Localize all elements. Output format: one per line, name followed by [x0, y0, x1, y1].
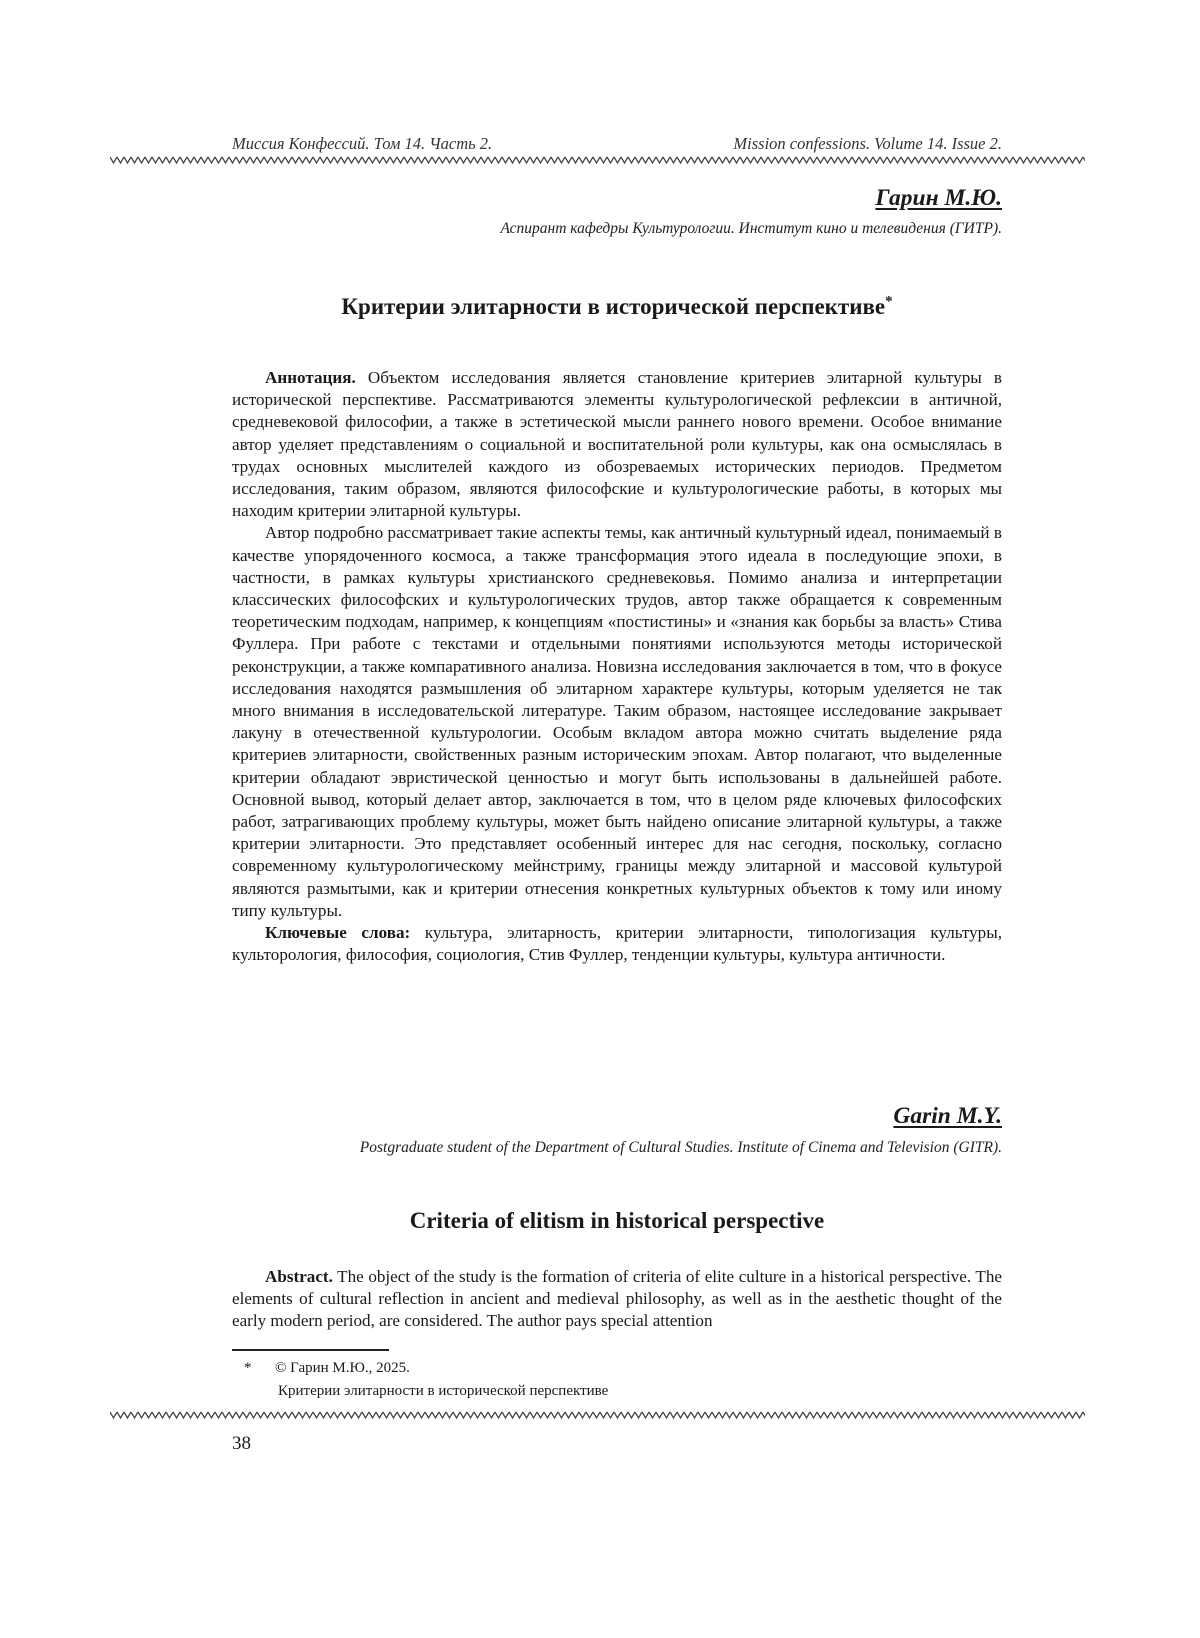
footnote-rule — [232, 1349, 389, 1351]
footnote-copyright-text: © Гарин М.Ю., 2025. — [275, 1360, 410, 1376]
abstract-ru — [232, 367, 1002, 966]
author-name-en: Garin M.Y. — [893, 1103, 1002, 1129]
abstract-label-ru: Аннотация. — [265, 368, 356, 387]
abstract-ru-text-1: Объектом исследования является становление критериев элитарной культуры в исторической перспективе. Рассматриваются элементы культурологической рефлексии в античной, средневековой философии, а также в эстетической мысли раннего нового времени. Особое внимание автор уделяет представлениям о социальной и воспитательной роли культуры, как она осмыслялась в трудах основных мыслителей каждого из обозреваемых исторических периодов. Предметом исследования, таким образом, являются философские и культурологические работы, в которых мы находим критерии элитарной культуры. — [232, 368, 1002, 521]
abstract-en — [232, 1266, 1002, 1333]
keywords-ru — [232, 922, 1002, 966]
title-ru-text: Критерии элитарности в исторической перспективе — [341, 294, 886, 319]
article-title-en: Criteria of elitism in historical perspective — [409, 1208, 825, 1233]
author-name-ru: Гарин М.Ю. — [875, 185, 1002, 211]
header-journal-ru: Миссия Конфессий. Том 14. Часть 2. — [232, 134, 493, 153]
author-affiliation-ru: Аспирант кафедры Культурологии. Институт кино и телевидения (ГИТР). — [500, 220, 1002, 237]
abstract-en-paragraph-1 — [232, 1266, 1002, 1333]
abstract-ru-paragraph-2: Автор подробно рассматривает такие аспекты темы, как античный культурный идеал, понимаемый в качестве упорядоченного космоса, а также трансформация этого идеала в последующие эпохи, в частности, в рамках культуры христианского средневековья. Помимо анализа и интерпретации классических философских и культурологических трудов, автор также обращается к современным теоретическим подходам, например, к концепциям «постистины» и «знания как борьбы за власть» Стива Фуллера. При работе с текстами и отдельными понятиями используются методы исторической реконструкции, а также компаративного анализа. Новизна исследования заключается в том, что в фокусе исследования находятся размышления об элитарном характере культуры, которым уделяется не так много внимания в исследовательской литературе. Таким образом, настоящее исследование закрывает лакуну в отечественной культурологии. Особым вкладом автора можно считать выделение ряда критериев элитарности, свойственных разным историческим эпохам. Автор полагают, что выделенные критерии обладают эвристической ценностью и могут быть использованы в дальнейшей работе. Основной вывод, который делает автор, заключается в том, что в целом ряде ключевых философских работ, затрагивающих проблему культуры, может быть найдено описание элитарной культуры, а также критерии элитарности. Это представляет особенный интерес для нас сегодня, поскольку, согласно современному культурологическому мейнстриму, границы между элитарной и массовой культурой являются размытыми, как и критерии отнесения конкретных культурных объектов к тому или иному типу культуры. — [232, 523, 1002, 920]
page-number: 38 — [232, 1433, 251, 1454]
ornament-divider-bottom — [110, 1410, 1085, 1420]
article-title-ru — [232, 294, 1002, 320]
footnote-copyright — [232, 1360, 1002, 1377]
header-journal-en: Mission confessions. Volume 14. Issue 2. — [733, 134, 1002, 153]
abstract-en-text: The object of the study is the formation of criteria of elite culture in a historical perspective. The elements of cultural reflection in ancient and medieval philosophy, as well as in the aesthetic thought of the early modern period, are considered. The author pays special attention — [232, 1267, 1002, 1331]
abstract-ru-paragraph-1 — [232, 367, 1002, 522]
abstract-label-en: Abstract. — [265, 1267, 333, 1286]
keywords-ru-text: культура, элитарность, критерии элитарности, типологизация культуры, культорология, философия, социология, Стив Фуллер, тенденции культуры, культура античности. — [232, 923, 1002, 965]
footnote-title: Критерии элитарности в исторической перспективе — [278, 1383, 609, 1399]
footnote-mark: * — [244, 1360, 252, 1376]
keywords-label-ru: Ключевые слова: — [265, 923, 411, 943]
title-footnote-mark: * — [885, 293, 893, 310]
author-affiliation-en: Postgraduate student of the Department of Cultural Studies. Institute of Cinema and Television (GITR). — [359, 1139, 1002, 1156]
ornament-divider-top — [110, 155, 1085, 165]
running-header — [232, 134, 1002, 156]
